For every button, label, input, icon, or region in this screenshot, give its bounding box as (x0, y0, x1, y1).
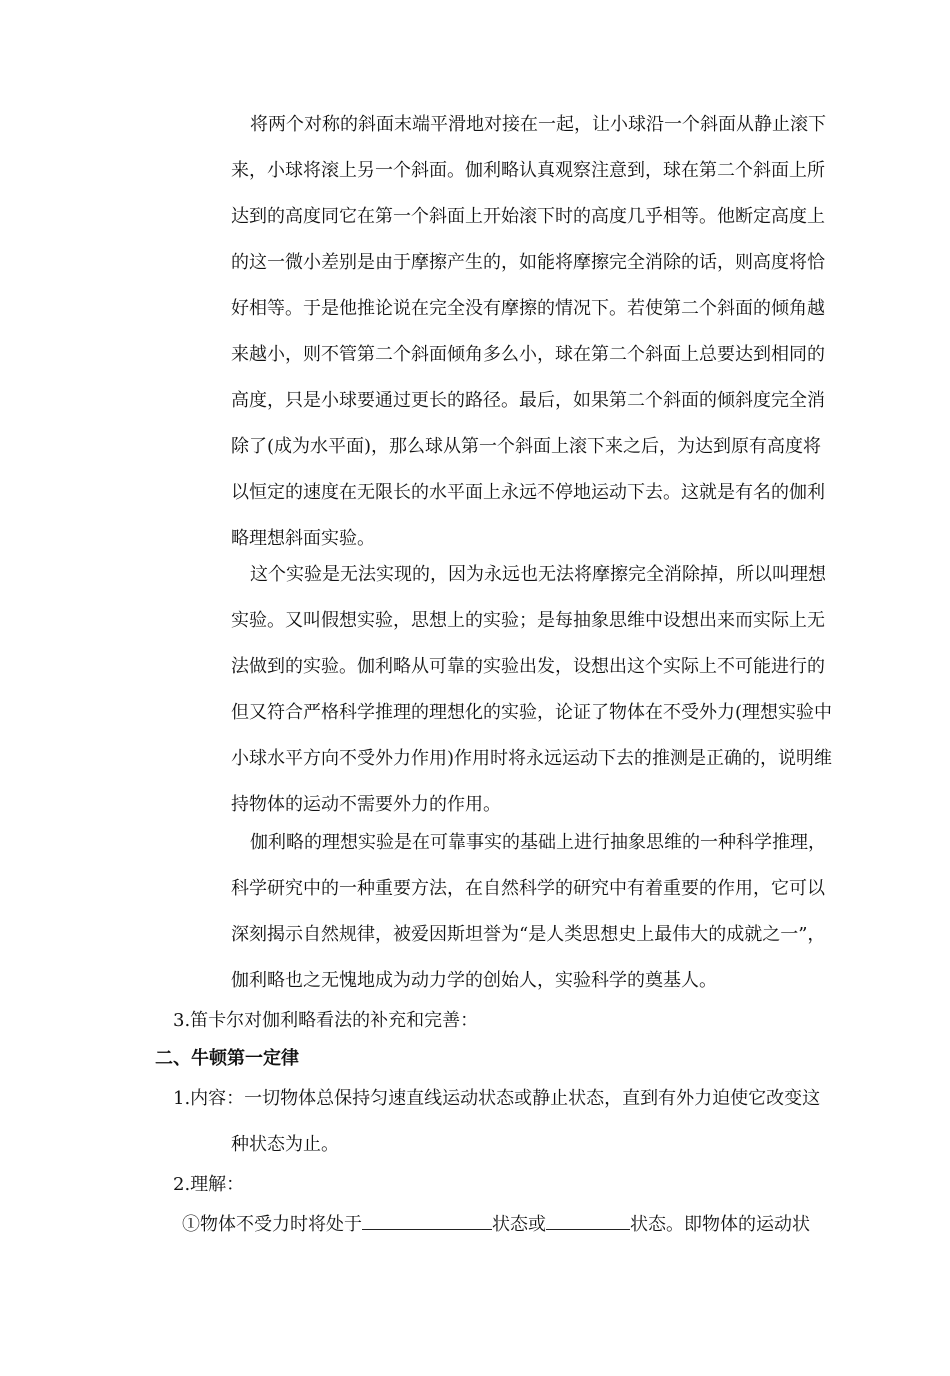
text-line: 好相等。于是他推论说在完全没有摩擦的情况下。若使第二个斜面的倾角越 (231, 298, 825, 319)
text-line: 略理想斜面实验。 (231, 528, 375, 549)
item-content-line: 1.内容：一切物体总保持匀速直线运动状态或静止状态，直到有外力迫使它改变这 (173, 1088, 821, 1109)
text-line: 实验。又叫假想实验，思想上的实验；是每抽象思维中设想出来而实际上无 (231, 610, 825, 631)
text-line: 深刻揭示自然规律，被爱因斯坦誉为“是人类思想史上最伟大的成就之一”， (231, 924, 826, 945)
text-line: 将两个对称的斜面末端平滑地对接在一起，让小球沿一个斜面从静止滚下 (250, 114, 826, 135)
item-content-line: 种状态为止。 (231, 1134, 339, 1155)
text-line: 科学研究中的一种重要方法，在自然科学的研究中有着重要的作用，它可以 (231, 878, 825, 899)
text-line: 高度，只是小球要通过更长的路径。最后，如果第二个斜面的倾斜度完全消 (231, 390, 825, 411)
text-line: 持物体的运动不需要外力的作用。 (231, 794, 501, 815)
fill-blank-prefix: ①物体不受力时将处于 (182, 1214, 362, 1235)
blank-answer-1[interactable] (362, 1211, 492, 1230)
text-line: 这个实验是无法实现的，因为永远也无法将摩擦完全消除掉，所以叫理想 (250, 564, 826, 585)
text-line: 来越小，则不管第二个斜面倾角多么小，球在第二个斜面上总要达到相同的 (231, 344, 825, 365)
fill-blank-middle: 状态或 (492, 1214, 546, 1235)
fill-blank-line (182, 1211, 810, 1237)
fill-blank-suffix: 状态。即物体的运动状 (630, 1214, 810, 1235)
text-line: 来，小球将滚上另一个斜面。伽利略认真观察注意到，球在第二个斜面上所 (231, 160, 825, 181)
text-line: 但又符合严格科学推理的理想化的实验，论证了物体在不受外力(理想实验中 (231, 702, 833, 723)
text-line: 除了(成为水平面)，那么球从第一个斜面上滚下来之后，为达到原有高度将 (231, 436, 822, 457)
text-line: 伽利略也之无愧地成为动力学的创始人，实验科学的奠基人。 (231, 970, 717, 991)
item-understanding: 2.理解： (173, 1174, 245, 1195)
text-line: 以恒定的速度在无限长的水平面上永远不停地运动下去。这就是有名的伽利 (231, 482, 825, 503)
text-line: 法做到的实验。伽利略从可靠的实验出发，设想出这个实际上不可能进行的 (231, 656, 825, 677)
blank-answer-2[interactable] (546, 1211, 630, 1230)
section-heading: 二、牛顿第一定律 (155, 1048, 299, 1069)
text-line: 达到的高度同它在第一个斜面上开始滚下时的高度几乎相等。他断定高度上 (231, 206, 825, 227)
text-line: 小球水平方向不受外力作用)作用时将永远运动下去的推测是正确的，说明维 (231, 748, 833, 769)
item-descartes: 3.笛卡尔对伽利略看法的补充和完善： (173, 1010, 479, 1031)
text-line: 的这一微小差别是由于摩擦产生的，如能将摩擦完全消除的话，则高度将恰 (231, 252, 825, 273)
text-line: 伽利略的理想实验是在可靠事实的基础上进行抽象思维的一种科学推理， (250, 832, 826, 853)
